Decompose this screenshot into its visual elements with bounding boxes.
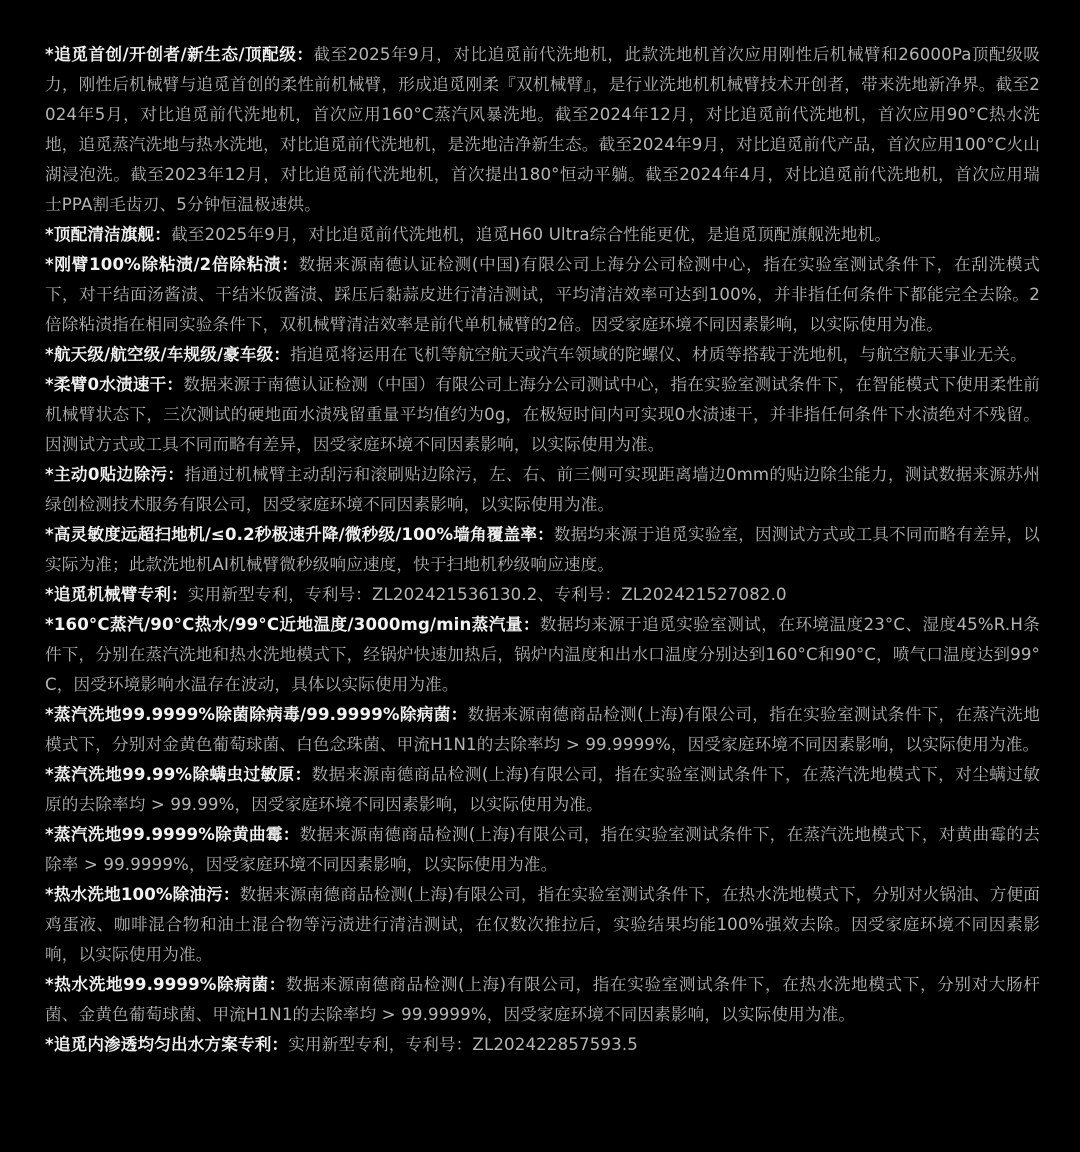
note-steam-sterilization [45, 700, 1040, 760]
note-body: 数据均来源于追觅实验室，因测试方式或工具不同而略有差异，以实际为准；此款洗地机AI机械臂微秒级响应速度，快于扫地机秒级响应速度。 [45, 525, 1040, 574]
note-term: *追觅机械臂专利： [45, 585, 188, 604]
note-steam-mite-allergen [45, 760, 1040, 820]
note-body: 数据来源于南德认证检测（中国）有限公司上海分公司测试中心，指在实验室测试条件下，在智能模式下使用柔性前机械臂状态下，三次测试的硬地面水渍残留重量平均值约为0g，在极短时间内可实现0水渍速干，并非指任何条件下水渍绝对不残留。因测试方式或工具不同而略有差异，因受家庭环境不同因素影响，以实际使用为准。 [45, 375, 1040, 454]
note-term: *刚臂100%除粘渍/2倍除粘渍： [45, 255, 299, 274]
note-term: *主动0贴边除污： [45, 465, 185, 484]
note-rigid-arm-stain [45, 250, 1040, 340]
note-body: 数据来源南德商品检测(上海)有限公司，指在实验室测试条件下，在蒸汽洗地模式下，对黄曲霉的去除率 > 99.9999%，因受家庭环境不同因素影响，以实际使用为准。 [45, 825, 1040, 874]
note-body: 实用新型专利，专利号：ZL202422857593.5 [288, 1035, 638, 1054]
note-steam-aspergillus [45, 820, 1040, 880]
note-term: *蒸汽洗地99.9999%除黄曲霉： [45, 825, 300, 844]
note-body: 数据来源南德认证检测(中国)有限公司上海分公司检测中心，指在实验室测试条件下，在刮洗模式下，对干结面汤酱渍、干结米饭酱渍、踩压后黏蒜皮进行清洁测试，平均清洁效率可达到100%，并非指任何条件下都能完全去除。2倍除粘渍指在相同实验条件下，双机械臂清洁效率是前代单机械臂的2倍。因受家庭环境不同因素影响，以实际使用为准。 [45, 255, 1040, 334]
note-term: *热水洗地100%除油污： [45, 885, 240, 904]
note-term: *顶配清洁旗舰： [45, 225, 172, 244]
note-body: 数据来源南德商品检测(上海)有限公司，指在实验室测试条件下，在蒸汽洗地模式下，对尘螨过敏原的去除率均 > 99.99%，因受家庭环境不同因素影响，以实际使用为准。 [45, 765, 1040, 814]
note-term: *蒸汽洗地99.99%除螨虫过敏原： [45, 765, 312, 784]
note-term: *蒸汽洗地99.9999%除菌除病毒/99.9999%除病菌： [45, 705, 468, 724]
note-edge-cleaning [45, 460, 1040, 520]
note-term: *160°C蒸汽/90°C热水/99°C近地温度/3000mg/min蒸汽量： [45, 615, 540, 634]
note-body: 截至2025年9月，对比追觅前代洗地机，此款洗地机首次应用刚性后机械臂和26000Pa顶配级吸力，刚性后机械臂与追觅首创的柔性前机械臂，形成追觅刚柔『双机械臂』，是行业洗地机机械臂技术开创者，带来洗地新净界。截至2024年5月，对比追觅前代洗地机，首次应用160°C蒸汽风暴洗地。截至2024年12月，对比追觅前代洗地机，首次应用90°C热水洗地，追觅蒸汽洗地与热水洗地，对比追觅前代洗地机，是洗地洁净新生态。截至2024年9月，对比追觅前代产品，首次应用100°C火山湖浸泡洗。截至2023年12月，对比追觅前代洗地机，首次提出180°恒动平躺。截至2024年4月，对比追觅前代洗地机，首次应用瑞士PPA割毛齿刃、5分钟恒温极速烘。 [45, 45, 1040, 214]
note-term: *追觅首创/开创者/新生态/顶配级： [45, 45, 314, 64]
note-term: *航天级/航空级/车规级/豪车级： [45, 345, 291, 364]
note-hot-water-grease [45, 880, 1040, 970]
note-body: 数据来源南德商品检测(上海)有限公司，指在实验室测试条件下，在热水洗地模式下，分别对火锅油、方便面鸡蛋液、咖啡混合物和油土混合物等污渍进行清洁测试，在仅数次推拉后，实验结果均能100%强效去除。因受家庭环境不同因素影响，以实际使用为准。 [45, 885, 1040, 964]
note-sensitivity [45, 520, 1040, 580]
note-body: 实用新型专利，专利号：ZL202421536130.2、专利号：ZL202421527082.0 [187, 585, 787, 604]
note-body: 指追觅将运用在飞机等航空航天或汽车领域的陀螺仪、材质等搭载于洗地机，与航空航天事业无关。 [290, 345, 1027, 364]
note-term: *热水洗地99.9999%除病菌： [45, 975, 286, 994]
disclaimer-notes [45, 40, 1040, 1060]
note-hot-water-germs [45, 970, 1040, 1030]
note-term: *高灵敏度远超扫地机/≤0.2秒极速升降/微秒级/100%墙角覆盖率： [45, 525, 554, 544]
note-body: 截至2025年9月，对比追觅前代洗地机，追觅H60 Ultra综合性能更优，是追觅顶配旗舰洗地机。 [171, 225, 892, 244]
note-water-outlet-patent [45, 1030, 1040, 1060]
note-arm-patent [45, 580, 1040, 610]
note-term: *追觅内渗透均匀出水方案专利： [45, 1035, 289, 1054]
note-body: 数据来源南德商品检测(上海)有限公司，指在实验室测试条件下，在热水洗地模式下，分别对大肠杆菌、金黄色葡萄球菌、甲流H1N1的去除率均 > 99.9999%，因受家庭环境不同因素影响，以实际使用为准。 [45, 975, 1040, 1024]
note-aerospace-grade [45, 340, 1040, 370]
note-flexible-arm-dry [45, 370, 1040, 460]
note-body: 指通过机械臂主动刮污和滚刷贴边除污，左、右、前三侧可实现距离墙边0mm的贴边除尘能力，测试数据来源苏州绿创检测技术服务有限公司，因受家庭环境不同因素影响，以实际使用为准。 [45, 465, 1040, 514]
note-first-innovator [45, 40, 1040, 220]
note-steam-temperature [45, 610, 1040, 700]
note-body: 数据来源南德商品检测(上海)有限公司，指在实验室测试条件下，在蒸汽洗地模式下，分别对金黄色葡萄球菌、白色念珠菌、甲流H1N1的去除率均 > 99.9999%，因受家庭环境不同因素影响，以实际使用为准。 [45, 705, 1040, 754]
note-flagship [45, 220, 1040, 250]
note-body: 数据均来源于追觅实验室测试，在环境温度23°C、湿度45%R.H条件下，分别在蒸汽洗地和热水洗地模式下，经锅炉快速加热后，锅炉内温度和出水口温度分别达到160°C和90°C，喷气口温度达到99°C，因受环境影响水温存在波动，具体以实际使用为准。 [45, 615, 1040, 694]
note-term: *柔臂0水渍速干： [45, 375, 184, 394]
